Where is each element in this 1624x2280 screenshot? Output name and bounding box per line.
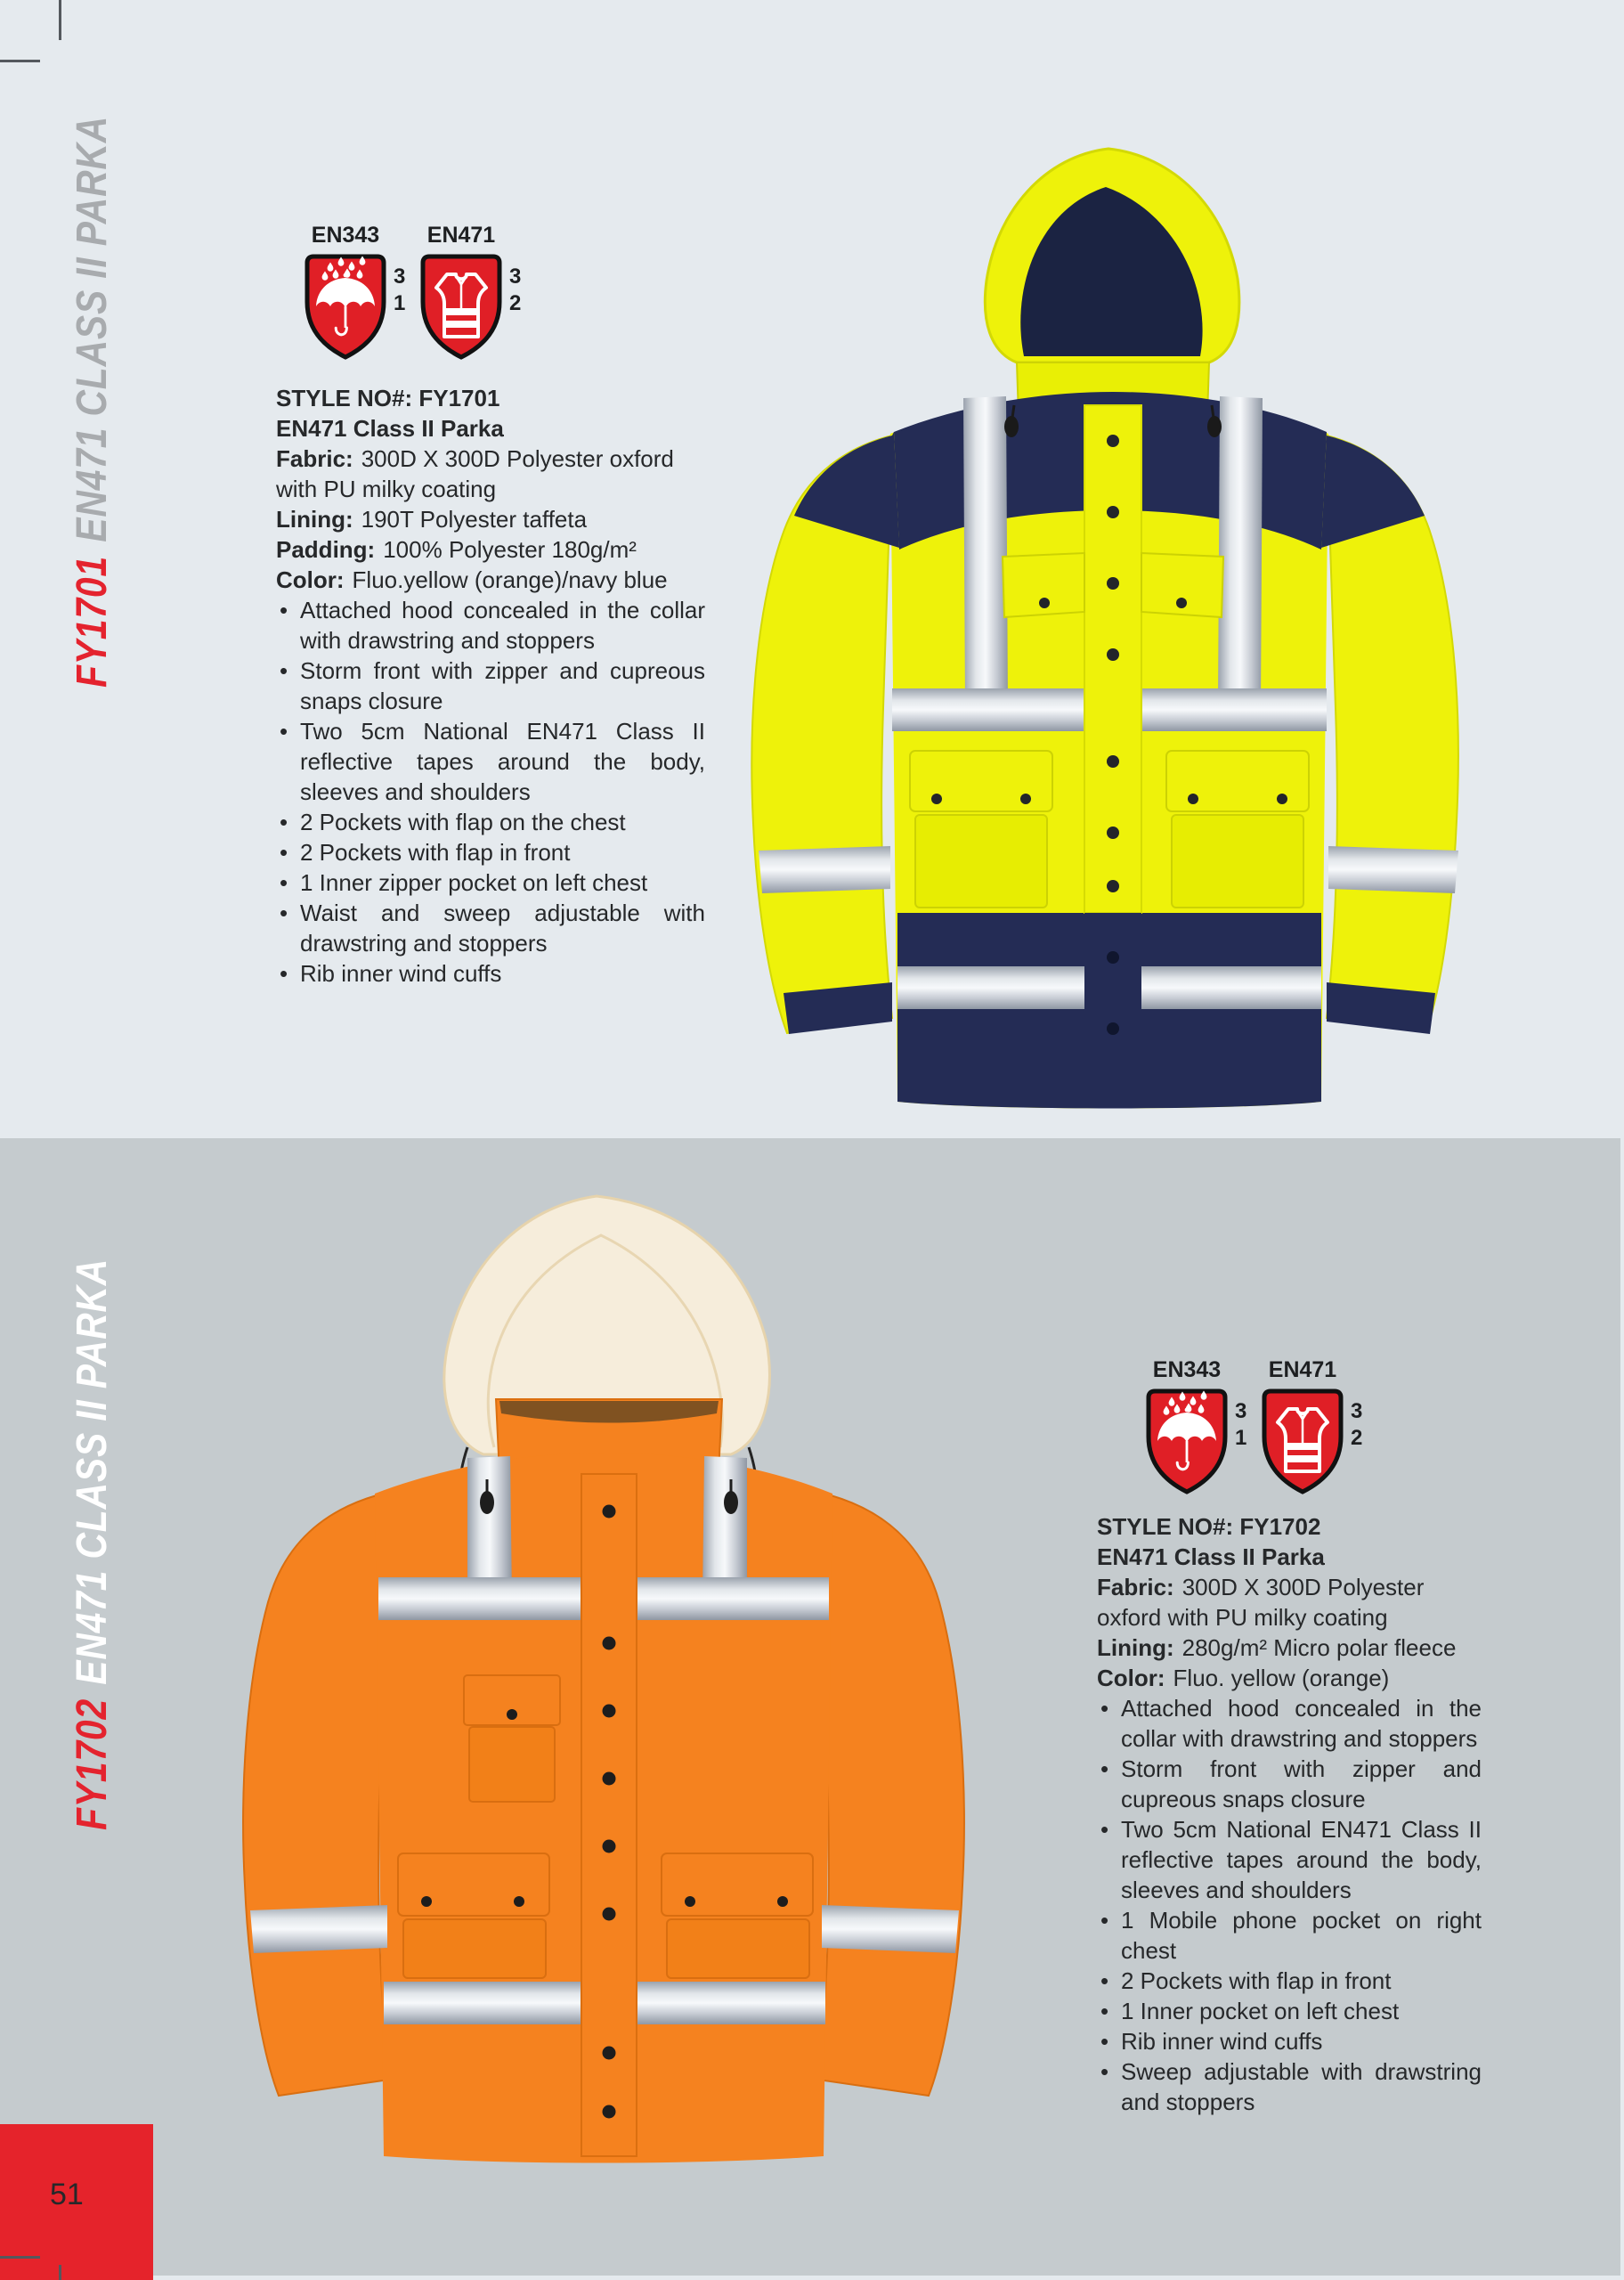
crop-mark xyxy=(0,60,40,62)
crop-mark xyxy=(59,0,61,40)
feature-item: • Two 5cm National EN471 Class II reflective tapes around the body, sleeves and shoulders xyxy=(1100,1816,1482,1903)
bullet-marker: • xyxy=(280,869,288,896)
badge-en471 xyxy=(417,223,522,360)
badge-class-numbers: 3 1 xyxy=(394,265,406,315)
badge-label: EN343 xyxy=(1152,1357,1222,1382)
product-subtitle: EN471 Class II Parka xyxy=(1097,1543,1325,1570)
style-number-line: STYLE NO#: FY1701 xyxy=(276,385,500,411)
feature-item: • 2 Pockets with flap in front xyxy=(280,839,571,866)
front-placket xyxy=(1084,405,1141,1102)
spec-line: Lining: 190T Polyester taffeta xyxy=(276,506,588,533)
bullet-marker: • xyxy=(1100,2028,1109,2055)
bullet-marker: • xyxy=(1100,1755,1109,1782)
certification-badges xyxy=(301,223,522,360)
spec-line: Color: Fluo.yellow (orange)/navy blue xyxy=(276,566,668,593)
product-info xyxy=(276,383,705,989)
bullet-marker: • xyxy=(280,718,288,745)
feature-item: • 2 Pockets with flap in front xyxy=(1100,1967,1392,1994)
badge-label: EN471 xyxy=(426,223,496,248)
safety-vest-icon xyxy=(417,251,506,360)
product-photo-fy1701-parka xyxy=(703,138,1460,1131)
bullet-marker: • xyxy=(1100,1998,1109,2024)
spec-line: Fabric: 300D X 300D Polyester oxford with PU milky coating xyxy=(1097,1574,1425,1631)
product-photo-fy1702-parka xyxy=(200,1180,1011,2195)
bullet-marker: • xyxy=(1100,2058,1109,2085)
spec-line: Color: Fluo. yellow (orange) xyxy=(1097,1665,1390,1691)
feature-item: • Rib inner wind cuffs xyxy=(1100,2028,1323,2055)
badge-shield xyxy=(301,251,406,360)
badge-class-numbers: 3 2 xyxy=(1351,1399,1363,1450)
sidebar-label-fy1701 xyxy=(68,116,117,688)
feature-item: • Storm front with zipper and cupreous snaps closure xyxy=(280,657,705,714)
badge-class-numbers: 3 1 xyxy=(1235,1399,1247,1450)
feature-item: • Waist and sweep adjustable with drawstring and stoppers xyxy=(280,900,705,957)
bullet-marker: • xyxy=(1100,1967,1109,1994)
feature-item: • Storm front with zipper and cupreous snaps closure xyxy=(1100,1755,1482,1812)
bullet-marker: • xyxy=(280,900,288,926)
front-placket xyxy=(581,1474,637,2156)
spec-list xyxy=(276,444,705,595)
bullet-marker: • xyxy=(280,597,288,623)
crop-mark xyxy=(0,2256,40,2259)
feature-item: • Two 5cm National EN471 Class II reflective tapes around the body, sleeves and shoulders xyxy=(280,718,705,805)
badge-label: EN343 xyxy=(311,223,380,248)
page-number: 51 xyxy=(50,2178,84,2211)
sidebar-style-title: EN471 CLASS II PARKA xyxy=(69,1258,116,1685)
bullet-marker: • xyxy=(280,960,288,987)
feature-item: • Attached hood concealed in the collar with drawstring and stoppers xyxy=(1100,1695,1482,1752)
left-sleeve xyxy=(243,1495,389,2096)
badge-en343 xyxy=(1142,1357,1247,1494)
certification-badges xyxy=(1142,1357,1363,1494)
umbrella-rain-icon xyxy=(1142,1386,1231,1494)
spec-line: Fabric: 300D X 300D Polyester oxford with PU milky coating xyxy=(276,445,674,502)
right-sleeve xyxy=(818,1495,964,2096)
sidebar-style-code: FY1701 xyxy=(69,555,116,688)
feature-item: • 1 Inner zipper pocket on left chest xyxy=(280,869,648,896)
spec-list xyxy=(1097,1572,1482,1693)
feature-item: • 1 Mobile phone pocket on right chest xyxy=(1100,1907,1482,1964)
safety-vest-icon xyxy=(1258,1386,1347,1494)
bullet-marker: • xyxy=(1100,1816,1109,1843)
sidebar-style-title: EN471 CLASS II PARKA xyxy=(69,115,116,542)
spec-line: Padding: 100% Polyester 180g/m² xyxy=(276,536,637,563)
feature-item: • Rib inner wind cuffs xyxy=(280,960,502,987)
feature-list xyxy=(1097,1693,1482,2117)
spec-line: Lining: 280g/m² Micro polar fleece xyxy=(1097,1634,1457,1661)
badge-label: EN471 xyxy=(1268,1357,1337,1382)
badge-shield xyxy=(1258,1386,1363,1494)
badge-class-numbers: 3 2 xyxy=(509,265,522,315)
feature-item: • Sweep adjustable with drawstring and stoppers xyxy=(1100,2058,1482,2115)
feature-item: • 2 Pockets with flap on the chest xyxy=(280,809,626,835)
style-number-line: STYLE NO#: FY1702 xyxy=(1097,1513,1321,1540)
bullet-marker: • xyxy=(1100,1907,1109,1934)
feature-item: • 1 Inner pocket on left chest xyxy=(1100,1998,1400,2024)
badge-en471 xyxy=(1258,1357,1363,1494)
bullet-marker: • xyxy=(280,657,288,684)
badge-shield xyxy=(417,251,522,360)
phone-pocket xyxy=(464,1675,560,1802)
crop-mark xyxy=(59,2265,61,2280)
badge-en343 xyxy=(301,223,406,360)
product-info xyxy=(1097,1511,1482,2117)
umbrella-rain-icon xyxy=(301,251,390,360)
sidebar-style-code: FY1702 xyxy=(69,1698,116,1830)
bullet-marker: • xyxy=(280,839,288,866)
sidebar-label-fy1702 xyxy=(68,1258,117,1830)
feature-list xyxy=(276,595,705,989)
product-subtitle: EN471 Class II Parka xyxy=(276,415,504,442)
hood xyxy=(985,149,1239,362)
bullet-marker: • xyxy=(280,809,288,835)
bullet-marker: • xyxy=(1100,1695,1109,1722)
badge-shield xyxy=(1142,1386,1247,1494)
feature-item: • Attached hood concealed in the collar with drawstring and stoppers xyxy=(280,597,705,654)
